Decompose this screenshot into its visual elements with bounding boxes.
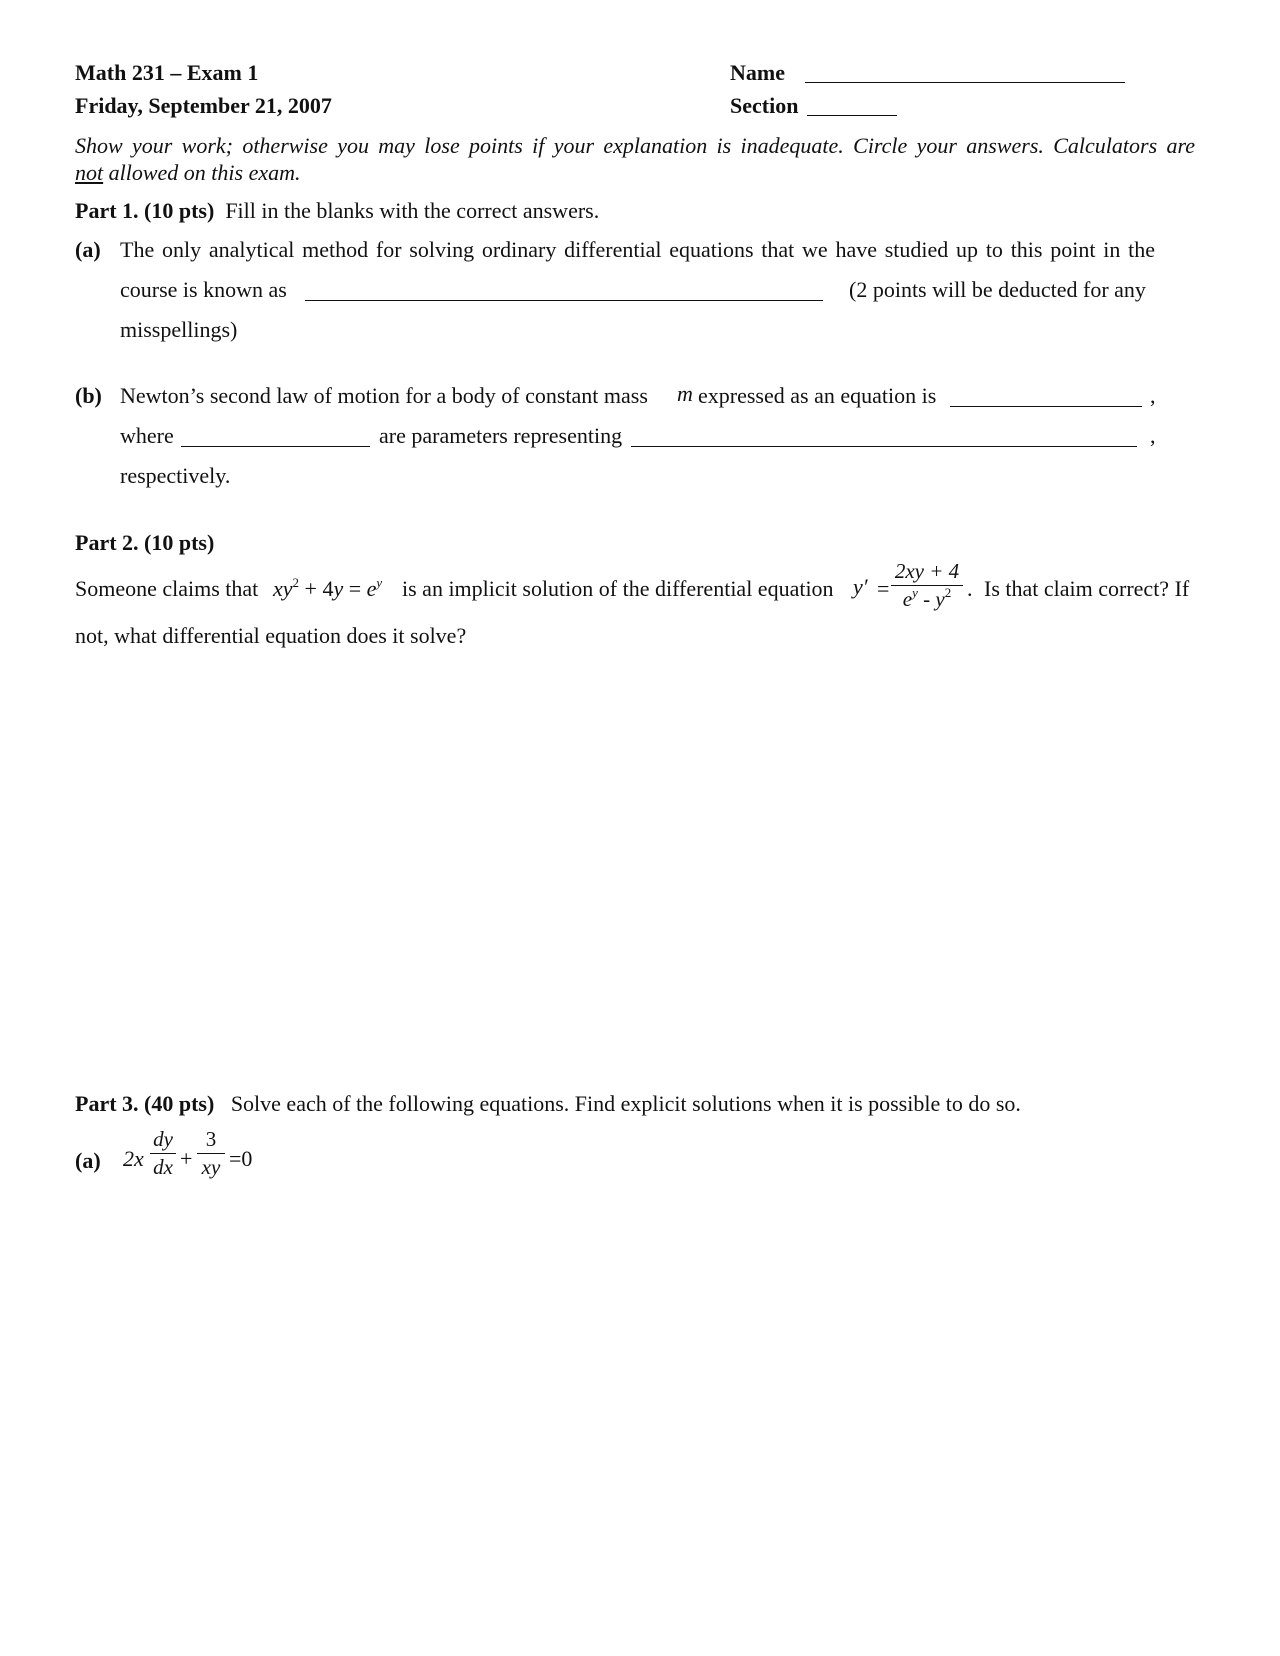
part2-heading: Part 2. (10 pts) — [75, 530, 215, 555]
den-minus: - — [917, 587, 936, 611]
name-label: Name — [730, 60, 785, 85]
method-answer-blank[interactable] — [305, 300, 823, 301]
newton-equation-blank[interactable] — [950, 406, 1142, 407]
not-word: not — [75, 160, 104, 185]
ode-denominator — [891, 587, 963, 612]
den-y-exponent: 2 — [944, 585, 952, 600]
respectively-text: respectively. — [120, 463, 231, 488]
y-prime: y′ — [853, 574, 868, 599]
part1a-line1: The only analytical method for solving ordinary differential equations that we have studied up to this point in the — [120, 237, 1155, 262]
part3-heading: Part 3. (40 pts) — [75, 1091, 215, 1116]
den-y: y — [935, 587, 945, 611]
section-label: Section — [730, 93, 799, 118]
part1-header — [75, 198, 599, 224]
part3-header — [75, 1091, 1021, 1117]
part3a-coef: 2x — [123, 1146, 144, 1171]
dy-dx-bar — [150, 1153, 176, 1154]
exam-date: Friday, September 21, 2007 — [75, 93, 332, 118]
ode-numerator: 2xy + 4 — [894, 559, 960, 583]
ode-fraction-bar — [891, 585, 963, 586]
mass-symbol: m — [677, 381, 693, 406]
eq-e-exponent: y — [376, 575, 383, 590]
instructions-rest: allowed on this exam. — [103, 160, 301, 185]
eq-y: y — [333, 576, 344, 601]
part3-prompt: Solve each of the following equations. Find explicit solutions when it is possible to do so. — [230, 1091, 1021, 1116]
part1a-line2-start: course is known as — [120, 277, 287, 302]
parameters-meaning-blank[interactable] — [631, 446, 1137, 447]
part3a-equals-zero: =0 — [229, 1146, 253, 1171]
part1a-line3: misspellings) — [120, 317, 238, 342]
instructions-line2 — [75, 160, 301, 186]
ode-equals: = — [877, 576, 890, 601]
part1b-line1-start: Newton’s second law of motion for a body of constant mass — [120, 383, 648, 408]
params-text: are parameters representing — [379, 423, 623, 448]
den-e: e — [902, 587, 913, 611]
part3a-plus: + — [180, 1146, 193, 1171]
eq-equals: = — [343, 576, 367, 601]
dy: dy — [153, 1127, 173, 1151]
comma-1: , — [1150, 383, 1156, 408]
implicit-solution-equation — [273, 576, 382, 602]
eq-plus-four: + 4 — [299, 576, 334, 601]
part2-text-end: Is that claim correct? If — [984, 576, 1190, 601]
comma-2: , — [1150, 423, 1156, 448]
exam-title: Math 231 – Exam 1 — [75, 60, 259, 85]
part3a-label: (a) — [75, 1148, 101, 1173]
dx: dx — [153, 1155, 173, 1179]
part1b-line1-mid: expressed as an equation is — [698, 383, 937, 408]
three: 3 — [205, 1127, 217, 1151]
instructions-line1: Show your work; otherwise you may lose points if your explanation is inadequate. Circle your answers. Calculators are — [75, 133, 1195, 158]
name-blank[interactable] — [805, 82, 1125, 83]
three-over-xy-fraction — [197, 1127, 225, 1180]
ode-period: . — [967, 576, 973, 601]
xy-denominator: xy — [201, 1155, 221, 1179]
three-xy-bar — [197, 1153, 225, 1154]
eq-xy-exponent: 2 — [292, 575, 300, 590]
part1-prompt: Fill in the blanks with the correct answers. — [225, 198, 600, 223]
part1a-label: (a) — [75, 237, 101, 262]
part2-text-start: Someone claims that — [75, 576, 259, 601]
eq-e: e — [366, 576, 377, 601]
ode-fraction — [891, 559, 963, 612]
part2-text-mid: is an implicit solution of the differential equation — [402, 576, 834, 601]
eq-xy: xy — [273, 576, 293, 601]
part1b-label: (b) — [75, 383, 102, 408]
part2-line2: not, what differential equation does it solve? — [75, 623, 467, 648]
section-blank[interactable] — [807, 115, 897, 116]
part1-heading: Part 1. (10 pts) — [75, 198, 215, 223]
parameters-blank[interactable] — [181, 446, 370, 447]
den-e-exponent: y — [912, 585, 918, 600]
dy-dx-fraction — [150, 1127, 176, 1180]
where-text: where — [120, 423, 174, 448]
part1a-line2-end: (2 points will be deducted for any — [849, 277, 1146, 302]
